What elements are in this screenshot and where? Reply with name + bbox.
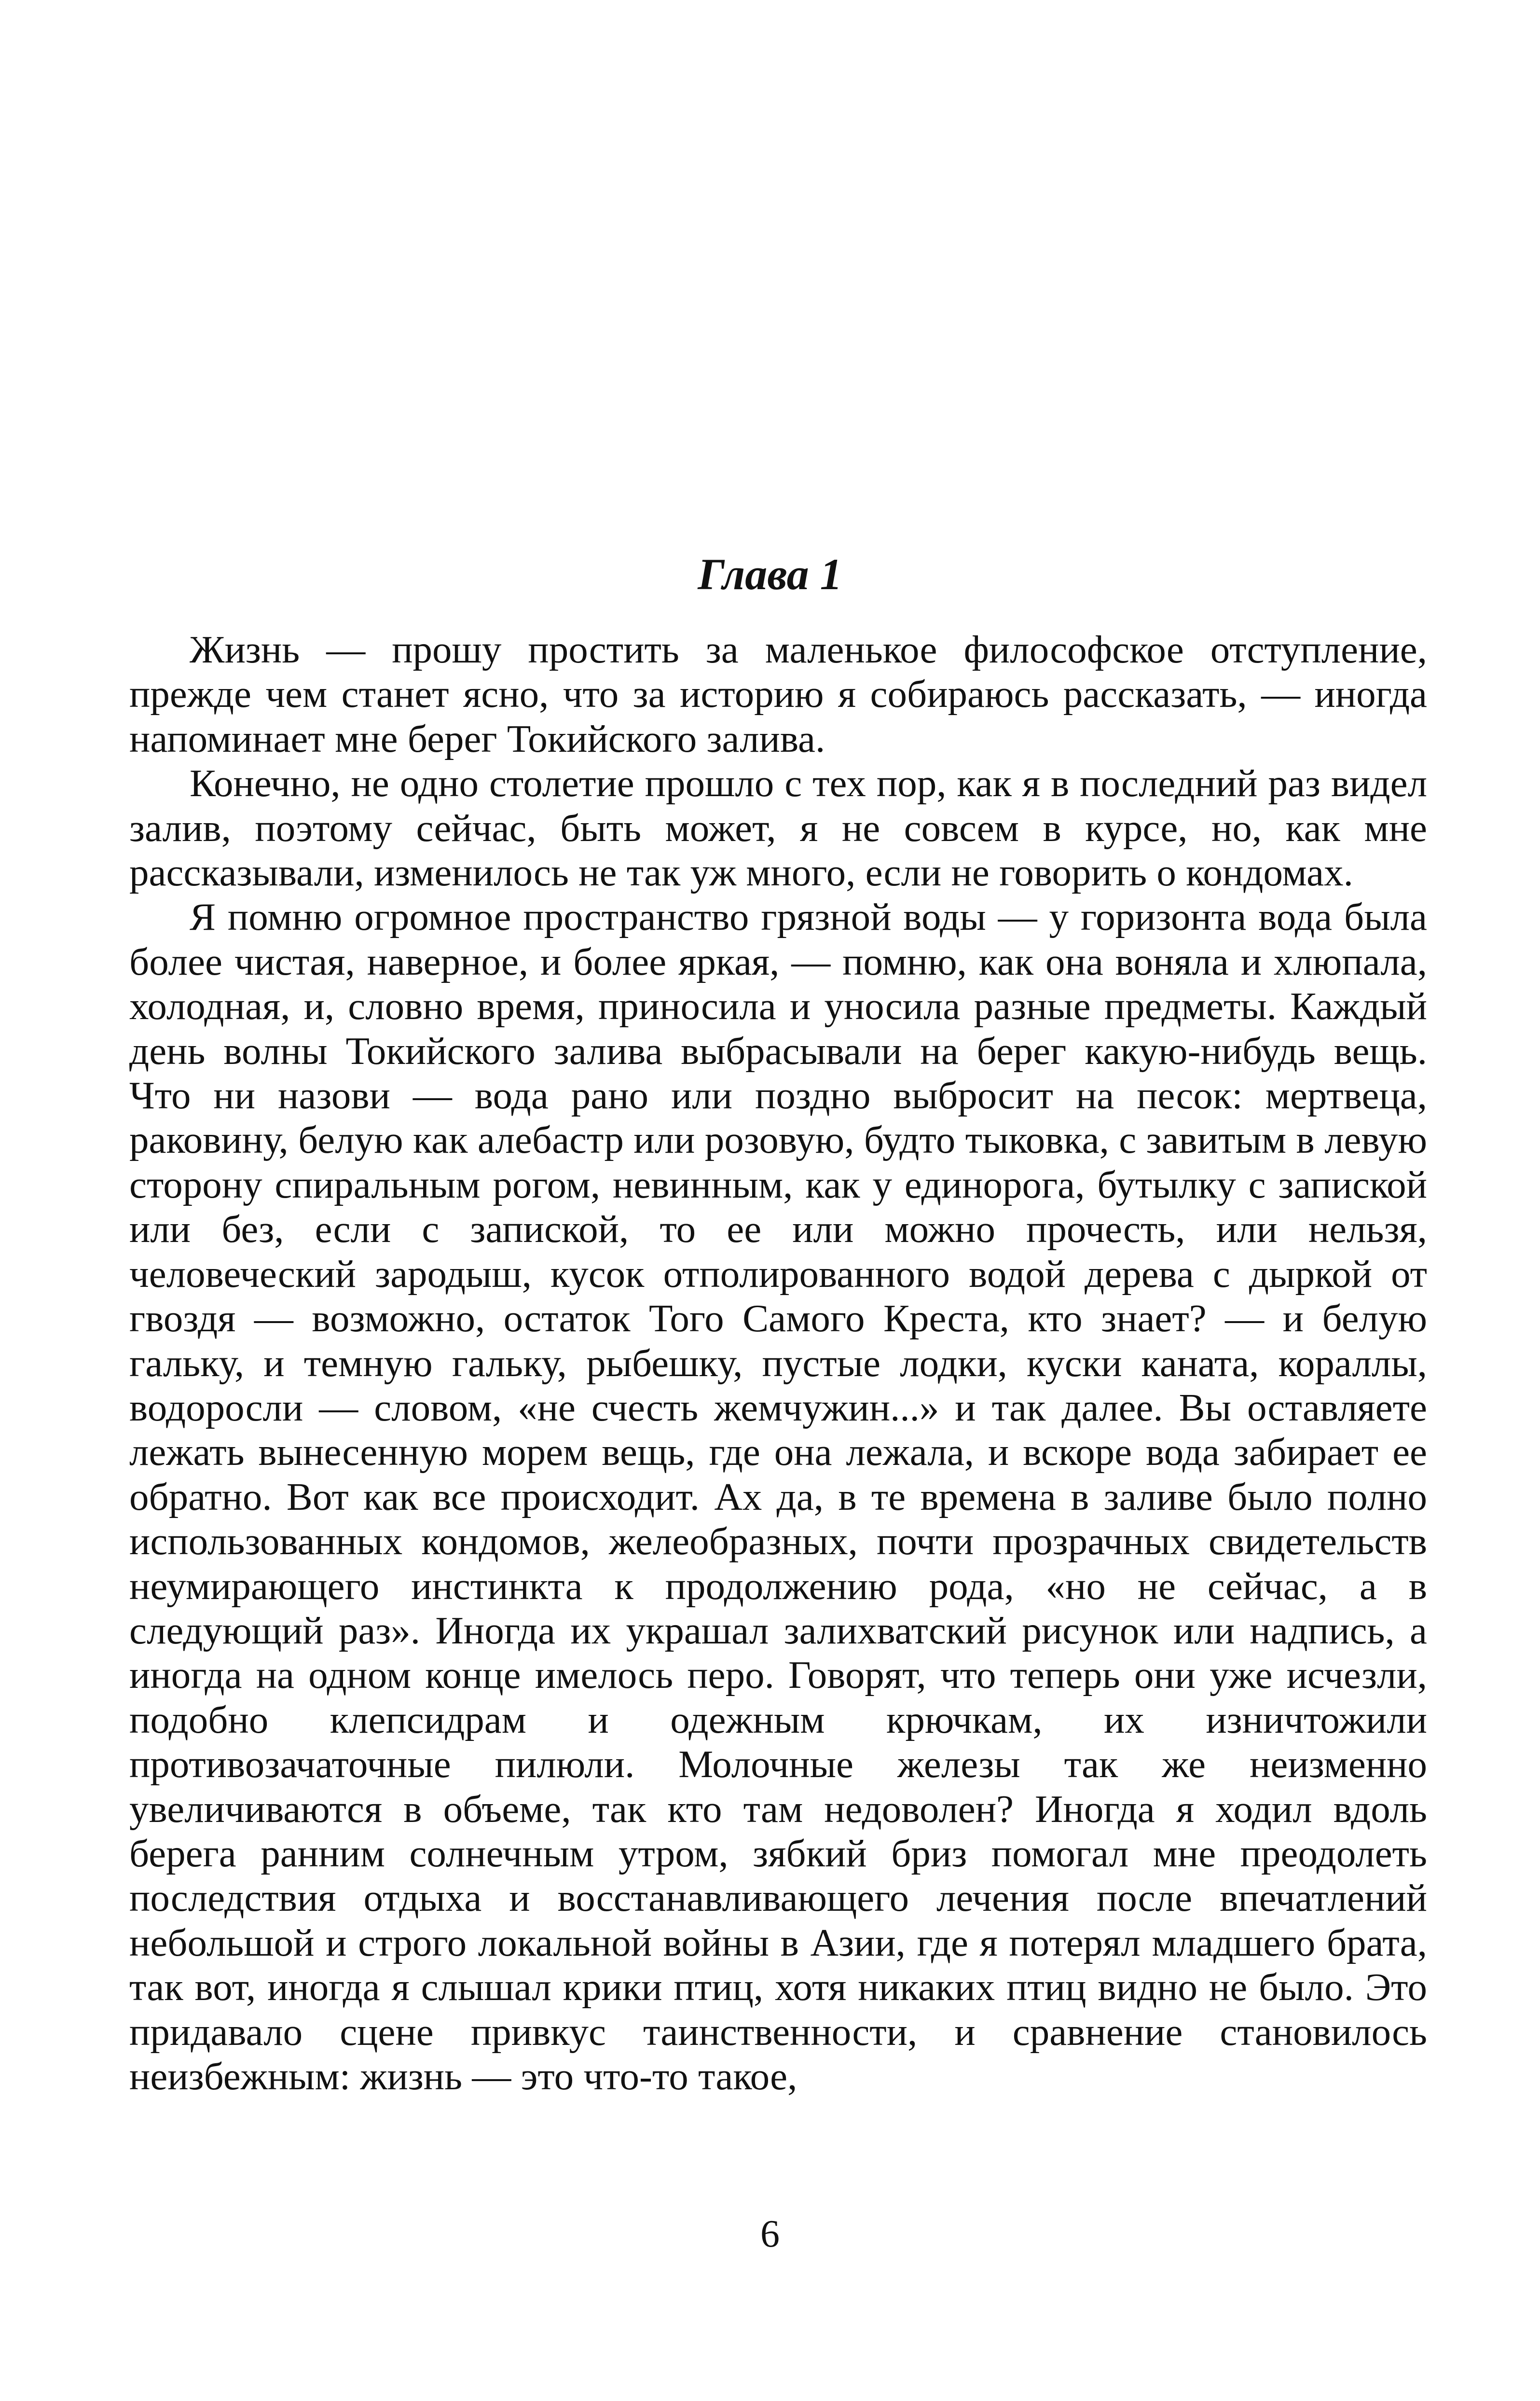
paragraph-1: Жизнь — прошу простить за маленькое философское отступление, прежде чем станет ясно, что за историю я собираюсь рассказать, — иногда напоминает мне берег Токийского залива. — [129, 628, 1427, 760]
paragraph-3: Я помню огромное пространство грязной воды — у горизонта вода была более чистая, наверное, и более яркая, — помню, как она воняла и хлюпала, холодная, и, словно время, приносила и уносила разные предметы. Каждый день волны Токийского залива выбрасывали на берег какую-нибудь вещь. Что ни назови — вода рано или поздно выбросит на песок: мертвеца, раковину, белую как алебастр или розовую, будто тыковка, с завитым в левую сторону спиральным рогом, невинным, как у единорога, бутылку с запиской или без, если с запиской, то ее или можно прочесть, или нельзя, человеческий зародыш, кусок отполированного водой дерева с дыркой от гвоздя — возможно, остаток Того Самого Креста, кто знает? — и белую гальку, и темную гальку, рыбешку, пустые лодки, куски каната, кораллы, водоросли — словом, «не счесть жемчужин...» и так далее. Вы оставляете лежать вынесенную морем вещь, где она лежала, и вскоре вода забирает ее обратно. Вот как все происходит. Ах да, в те времена в заливе было полно использованных кондомов, желеобразных, почти прозрачных свидетельств неумирающего инстинкта к продолжению рода, «но не сейчас, а в следующий раз». Иногда их украшал залихватский рисунок или надпись, а иногда на одном конце имелось перо. Говорят, что теперь они уже исчезли, подобно клепсидрам и одежным крючкам, их изничтожили противозачаточные пилюли. Молочные железы так же неизменно увеличиваются в объеме, так кто там недоволен? Иногда я ходил вдоль берега ранним солнечным утром, зябкий бриз помогал мне преодолеть последствия отдыха и восстанавливающего лечения после впечатлений небольшой и строго локальной войны в Азии, где я потерял младшего брата, так вот, иногда я слышал крики птиц, хотя никаких птиц видно не было. Это придавало сцене привкус таинственности, и сравнение становилось неизбежным: жизнь — это что-то такое, — [129, 895, 1427, 2098]
body-text — [129, 627, 1427, 2098]
chapter-title: Глава 1 — [698, 550, 842, 599]
page-number: 6 — [760, 2213, 780, 2255]
paragraph-2: Конечно, не одно столетие прошло с тех пор, как я в последний раз видел залив, поэтому сейчас, быть может, я не совсем в курсе, но, как мне рассказывали, изменилось не так уж много, если не говорить о кондомах. — [129, 761, 1427, 895]
